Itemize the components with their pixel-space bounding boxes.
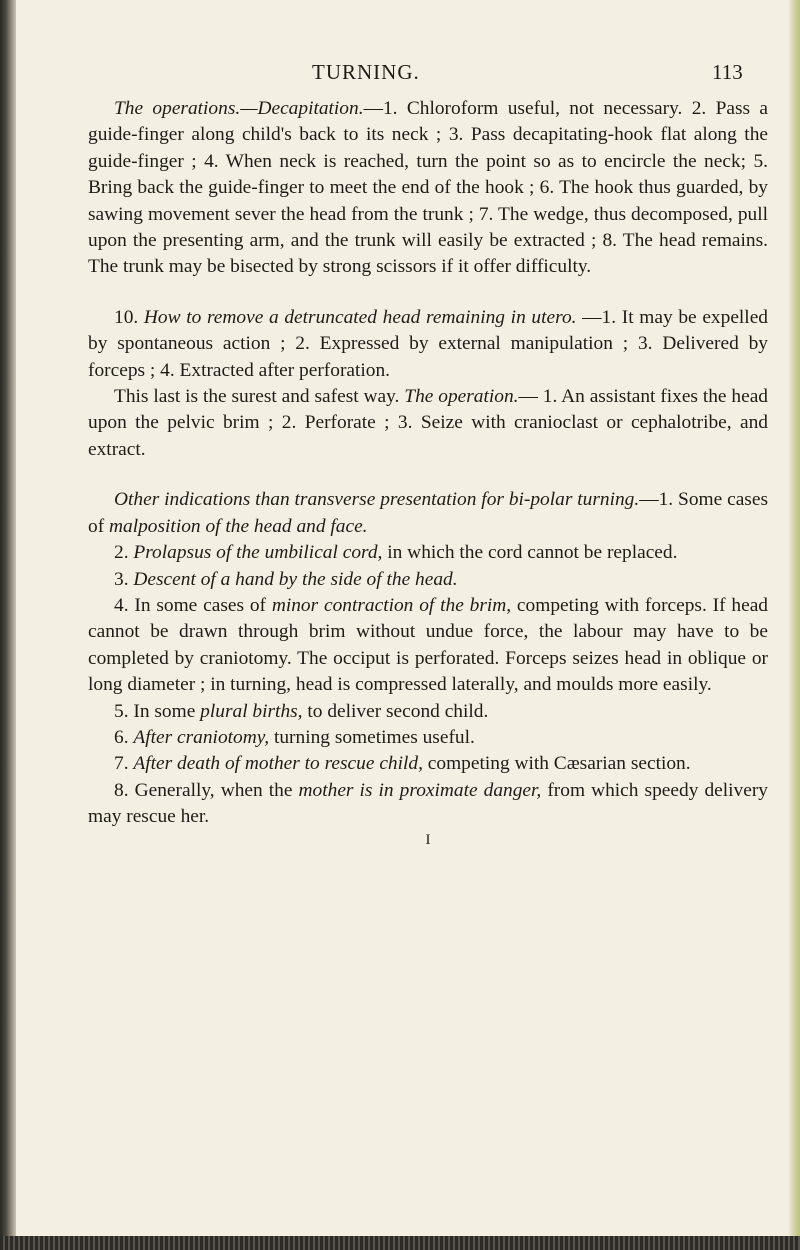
page-body [88, 96, 768, 849]
list-item-4 [88, 593, 768, 699]
list-item-5 [88, 699, 768, 725]
emphasis-text: mother is in proximate danger, [298, 779, 542, 801]
section-heading: The operations.—Decapitation. [114, 98, 364, 119]
paragraph-text: 8. Generally, when the [114, 779, 299, 801]
paragraph-text: turning sometimes useful. [269, 726, 475, 748]
page-header [0, 60, 800, 90]
emphasis-text: plural births, [200, 700, 303, 722]
paragraph-text: in which the cord cannot be replaced. [382, 542, 678, 564]
section-heading: How to remove a detruncated head remaining in utero. [143, 306, 577, 328]
item-number: 7. [114, 753, 134, 775]
emphasis-text: minor contraction of the brim, [271, 594, 512, 616]
paragraph-detruncated-head [88, 305, 768, 384]
page-edge [788, 0, 800, 1250]
paragraph-text: to deliver second child. [302, 700, 489, 722]
signature-mark: I [425, 831, 431, 848]
item-number: 3. [114, 568, 134, 590]
paragraph-text: This last is the surest and safest way. [114, 386, 405, 408]
list-item-8 [88, 778, 768, 831]
paragraph-text: —1. Some cases of [88, 489, 768, 537]
page-number: 113 [712, 60, 743, 84]
emphasis-text: Descent of a hand by the side of the head. [133, 568, 458, 590]
page-bottom-edge [0, 1236, 800, 1250]
paragraph-text: —1. Chloroform useful, not necessary. 2. Pass a guide-finger along child's back to its neck ; 3. Pass decapitating-hook flat along the guide-finger ; 4. When neck is reached, turn the point so as to encircle the neck; 5. Bring back the guide-finger to meet the end of the hook ; 6. The hook thus guarded, by sawing movement sever the head from the trunk ; 7. The wedge, thus decomposed, pull upon the presenting arm, and the trunk will easily be extracted ; 8. The head remains. The trunk may be bisected by strong scissors if it offer difficulty. [88, 98, 769, 278]
list-item-7 [88, 751, 768, 777]
list-item-3 [88, 567, 768, 593]
paragraph-text: 5. In some [114, 700, 201, 722]
section-heading: Other indications than transverse presentation for bi-polar turning. [114, 489, 640, 511]
item-number: 6. [114, 726, 134, 748]
list-item-6 [88, 725, 768, 751]
paragraph-text: competing with forceps. If head cannot be drawn through brim without undue force, the labour may have to be completed by craniotomy. The occiput is perforated. Forceps seizes head in oblique or long diameter ; in turning, head is compressed laterally, and moulds more easily. [88, 594, 768, 696]
paragraph-text: from which speedy delivery may rescue her. [88, 779, 768, 828]
item-number: 2. [114, 542, 134, 564]
paragraph-operation [88, 384, 768, 463]
list-item-2 [88, 540, 768, 566]
paragraph-text: competing with Cæsarian section. [422, 753, 691, 775]
paragraph-other-indications [88, 487, 768, 540]
paragraph-decapitation [88, 96, 768, 281]
section-heading: The operation. [404, 386, 519, 408]
emphasis-text: After death of mother to rescue child, [133, 753, 423, 775]
paragraph-text: 4. In some cases of [114, 594, 272, 616]
item-number: 10. [114, 306, 144, 328]
paragraph-text: —1. It may be expelled by spontaneous action ; 2. Expressed by external manipulation ; 3. Delivered by forceps ; 4. Extracted after perforation. [88, 306, 769, 381]
running-head: TURNING. [312, 60, 420, 84]
paragraph-text: — 1. An assistant fixes the head upon the pelvic brim ; 2. Perforate ; 3. Seize with cranioclast or cephalotribe, and extract. [88, 386, 769, 460]
emphasis-text: malposition of the head and face. [109, 515, 368, 537]
emphasis-text: Prolapsus of the umbilical cord, [133, 542, 383, 564]
emphasis-text: After craniotomy, [133, 726, 270, 748]
book-spine-shadow [0, 0, 16, 1250]
